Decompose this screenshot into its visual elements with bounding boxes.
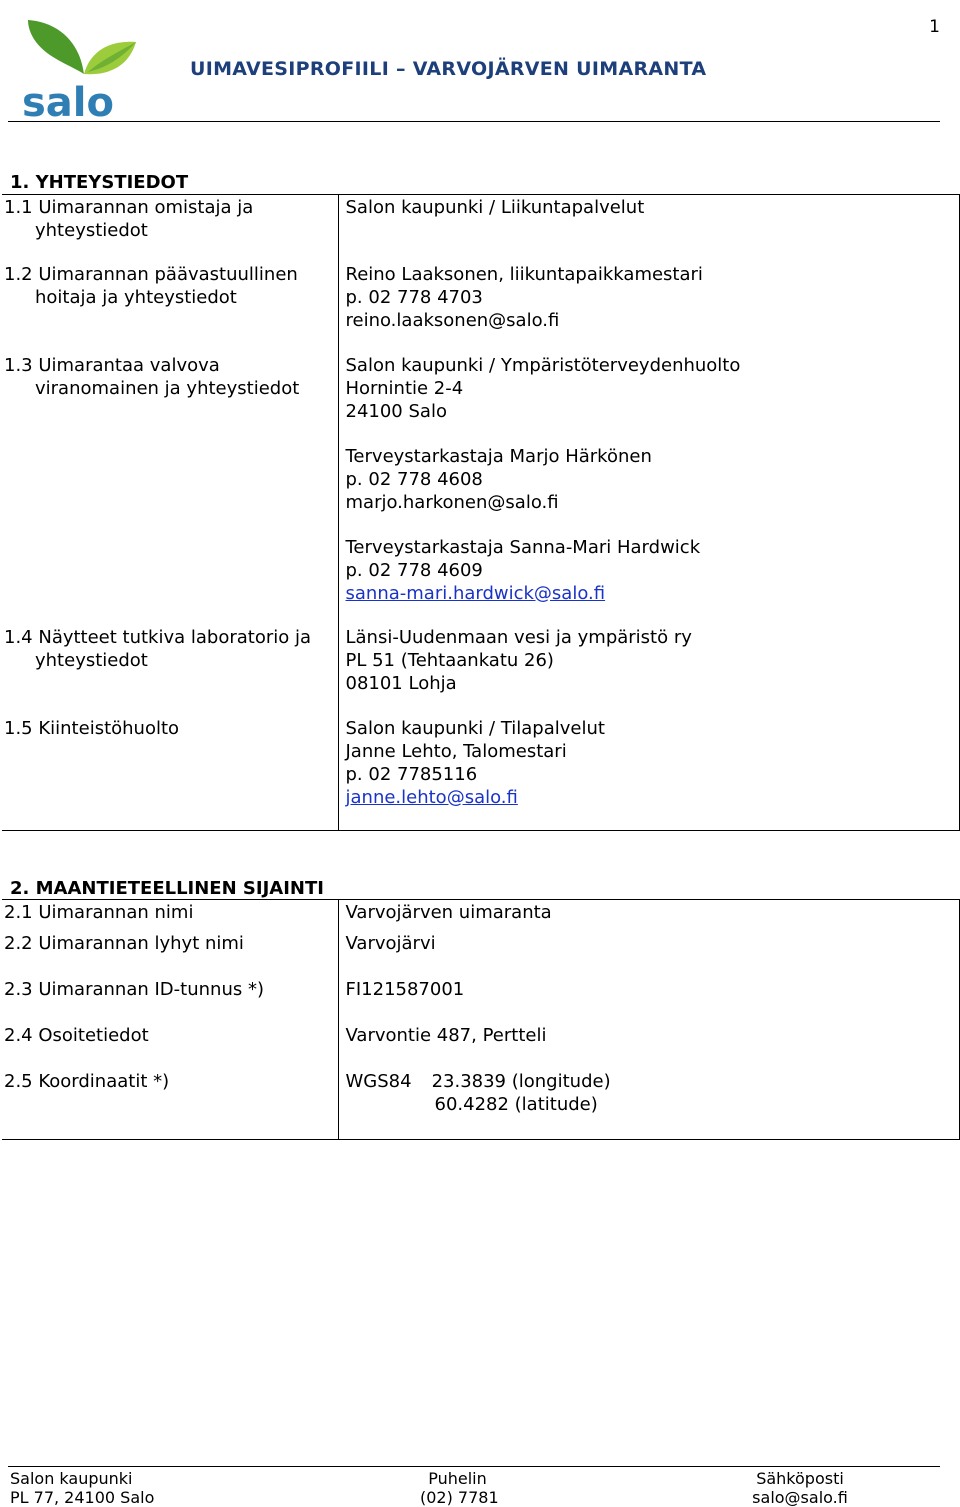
table-row [2, 932, 959, 978]
location-table [2, 899, 960, 1140]
page-number: 1 [929, 17, 940, 37]
section-2-heading: 2. MAANTIETEELLINEN SIJAINTI [10, 878, 324, 899]
beach-id: FI121587001 [338, 978, 959, 1024]
contact-table [2, 194, 960, 831]
maintenance-email-link[interactable]: janne.lehto@salo.fi [345, 786, 518, 808]
maintenance-org: Salon kaupunki / Tilapalvelut [345, 717, 605, 739]
row-label: 1.5 Kiinteistöhuolto [4, 717, 180, 739]
logo-wordmark: salo [22, 80, 114, 124]
footer-phone [420, 1469, 499, 1507]
coordinates-line-1 [346, 1070, 959, 1093]
footer-phone-number: (02) 7781 [420, 1488, 499, 1507]
lab-postal: 08101 Lohja [345, 672, 457, 694]
coordinate-system: WGS84 [345, 1070, 412, 1092]
caretaker-phone: p. 02 778 4703 [345, 286, 483, 308]
table-row [2, 978, 959, 1024]
inspector-2-name: Terveystarkastaja Sanna-Mari Hardwick [345, 536, 701, 558]
row-label: 2.1 Uimarannan nimi [2, 900, 338, 932]
footer-email-label: Sähköposti [756, 1469, 844, 1488]
logo-leaf-left [28, 20, 84, 74]
header-divider [8, 121, 940, 122]
inspector-1-phone: p. 02 778 4608 [345, 468, 483, 490]
inspector-1-email: marjo.harkonen@salo.fi [345, 491, 559, 513]
row-label: 1.4 Näytteet tutkiva laboratorio ja yhteystiedot [4, 626, 312, 671]
owner-name: Salon kaupunki / Liikuntapalvelut [345, 197, 645, 218]
beach-address: Varvontie 487, Pertteli [338, 1024, 959, 1070]
table-row [2, 626, 959, 717]
table-row [2, 1024, 959, 1070]
footer-address [10, 1469, 154, 1507]
row-label: 1.2 Uimarannan päävastuullinen hoitaja ja yhteystiedot [4, 263, 298, 308]
row-label: 2.4 Osoitetiedot [4, 1024, 149, 1046]
section-1-heading: 1. YHTEYSTIEDOT [10, 172, 189, 193]
latitude-value: 60.4282 (latitude) [434, 1093, 598, 1115]
inspector-2-email-link[interactable]: sanna-mari.hardwick@salo.fi [345, 582, 606, 604]
row-label: 2.5 Koordinaatit *) [2, 1070, 338, 1140]
footer-org: Salon kaupunki [10, 1469, 133, 1488]
row-label: 2.2 Uimarannan lyhyt nimi [4, 932, 244, 954]
authority-name: Salon kaupunki / Ympäristöterveydenhuolto [345, 354, 741, 376]
caretaker-email: reino.laaksonen@salo.fi [345, 309, 560, 331]
authority-postal: 24100 Salo [345, 400, 447, 422]
footer-postal-address: PL 77, 24100 Salo [10, 1488, 155, 1507]
footer-divider [8, 1466, 940, 1467]
row-label: 2.3 Uimarannan ID-tunnus *) [4, 978, 264, 1000]
beach-short-name: Varvojärvi [338, 932, 959, 978]
maintenance-person: Janne Lehto, Talomestari [345, 740, 567, 762]
lab-name: Länsi-Uudenmaan vesi ja ympäristö ry [345, 626, 692, 648]
authority-street: Hornintie 2-4 [345, 377, 464, 399]
table-row [2, 717, 959, 831]
maintenance-phone: p. 02 7785116 [345, 763, 478, 785]
row-label: 1.1 Uimarannan omistaja ja yhteystiedot [4, 197, 254, 241]
footer-email-address: salo@salo.fi [752, 1488, 848, 1507]
beach-name: Varvojärven uimaranta [338, 900, 959, 932]
salo-logo [18, 12, 148, 124]
table-row [2, 263, 959, 354]
inspector-1-name: Terveystarkastaja Marjo Härkönen [345, 445, 652, 467]
caretaker-name: Reino Laaksonen, liikuntapaikkamestari [345, 263, 703, 285]
inspector-2-phone: p. 02 778 4609 [345, 559, 483, 581]
footer-phone-label: Puhelin [428, 1469, 487, 1488]
lab-pobox: PL 51 (Tehtaankatu 26) [345, 649, 554, 671]
longitude-value: 23.3839 (longitude) [431, 1070, 611, 1092]
table-row [2, 900, 959, 932]
table-row [2, 354, 959, 626]
footer-email [752, 1469, 848, 1507]
document-title: UIMAVESIPROFIILI – VARVOJÄRVEN UIMARANTA [190, 58, 707, 80]
table-row [2, 195, 959, 263]
table-row [2, 1070, 959, 1140]
row-label: 1.3 Uimarantaa valvova viranomainen ja yhteystiedot [4, 354, 300, 399]
